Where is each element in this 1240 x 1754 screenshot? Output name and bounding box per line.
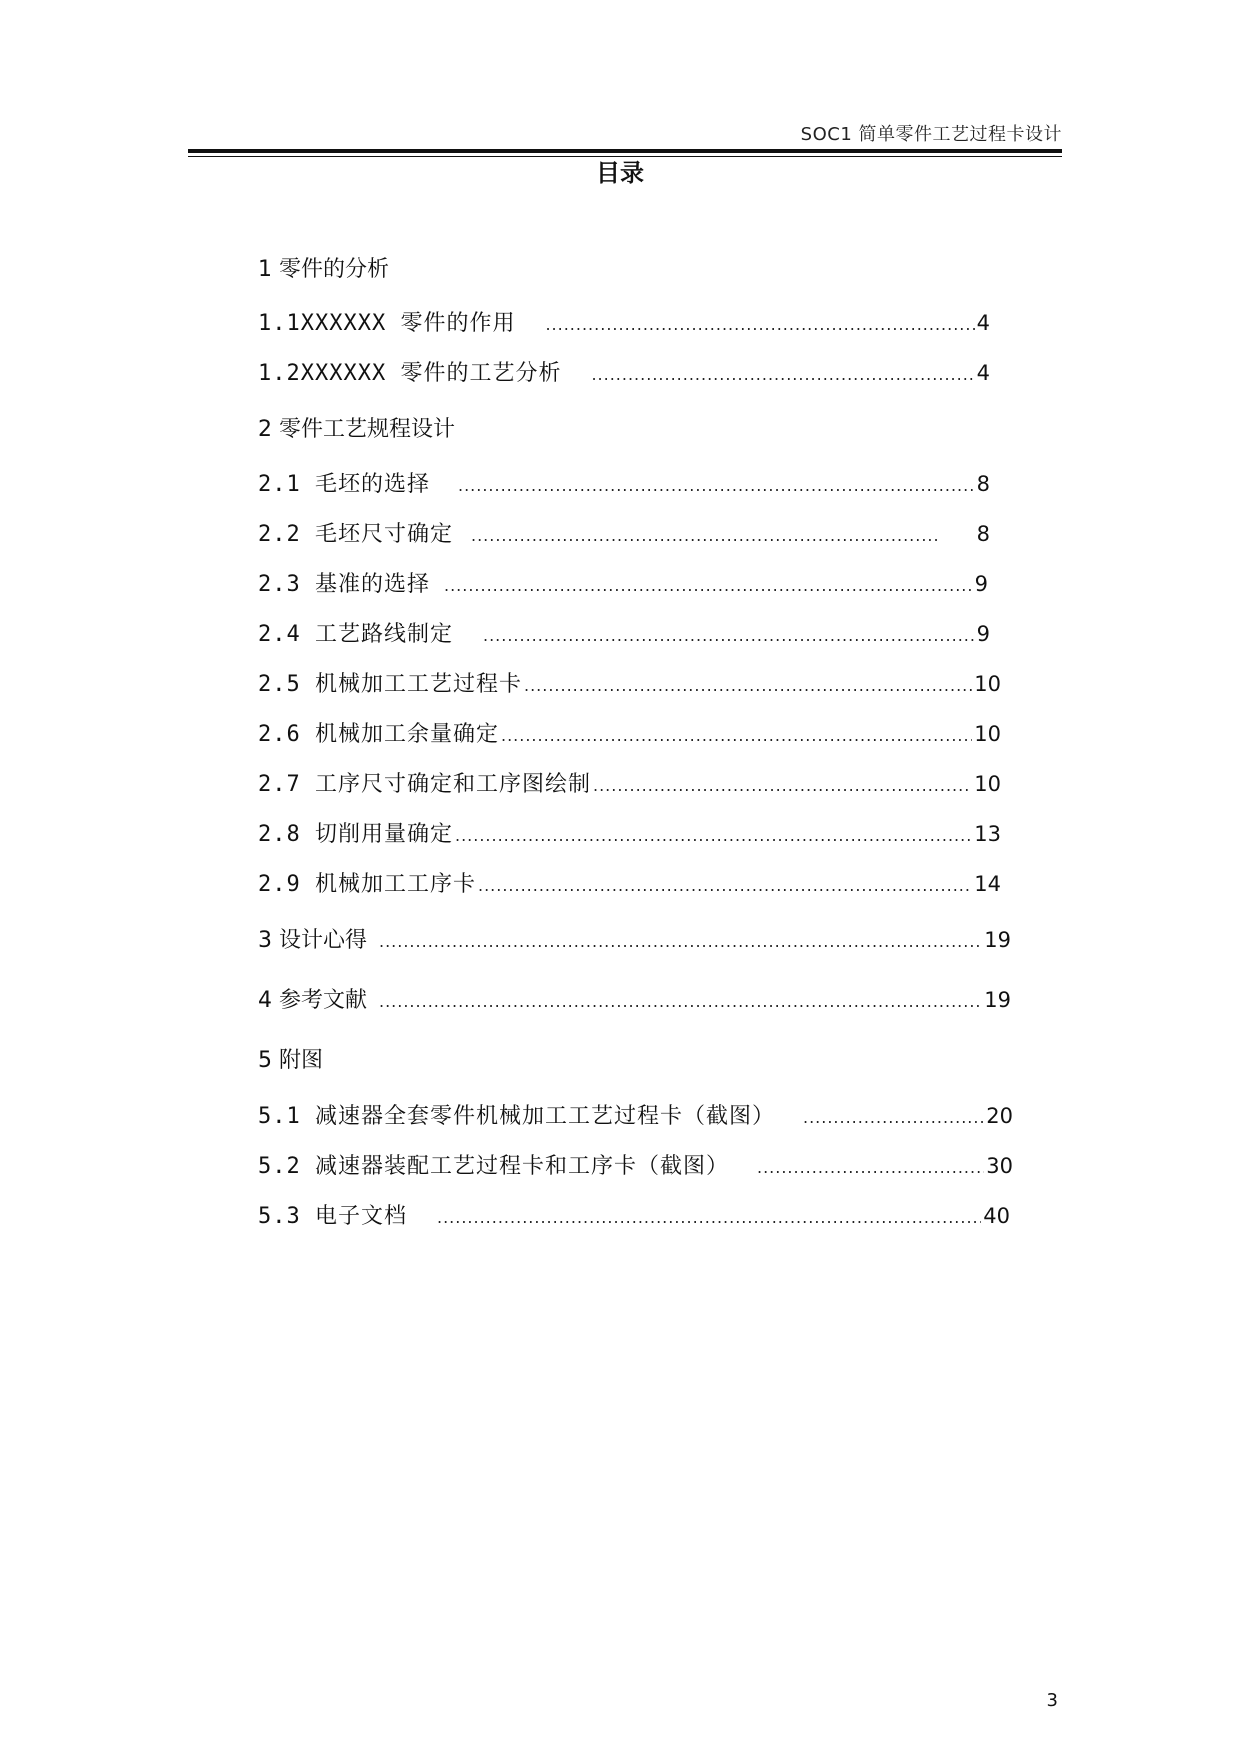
toc-entry-page: 10: [974, 672, 1001, 696]
toc-leader-dots: [458, 476, 975, 495]
toc-entry-label: 3 设计心得: [258, 928, 367, 953]
toc-leader-dots: [501, 726, 972, 745]
toc-entry-label: 2.1 毛坯的选择: [258, 472, 430, 497]
toc-entry: [258, 767, 1001, 798]
toc-entry-page: 4: [976, 311, 990, 335]
toc-entry: [258, 356, 990, 387]
toc-entry-page: 8: [976, 472, 990, 496]
toc-entry-label: 2.3 基准的选择: [258, 572, 430, 597]
toc-entry-page: 4: [976, 361, 990, 385]
toc-entry-page: 40: [983, 1204, 1010, 1228]
toc-leader-dots: [757, 1158, 984, 1177]
toc-entry-page: 10: [974, 772, 1001, 796]
toc-entry-label: 5.1 减速器全套零件机械加工工艺过程卡（截图）: [258, 1104, 775, 1129]
toc-entry: [258, 667, 1001, 698]
toc-entry-page: 30: [986, 1154, 1013, 1178]
toc-entry-page: 13: [974, 822, 1001, 846]
toc-entry-label: 5.3 电子文档: [258, 1204, 407, 1229]
toc-entry: [258, 983, 1011, 1014]
toc-entry-label: 2.2 毛坯尺寸确定: [258, 522, 453, 547]
toc-leader-dots: [803, 1108, 984, 1127]
toc-title: 目录: [596, 159, 644, 187]
toc-leader-dots: [444, 576, 973, 595]
toc-entry-label: 5.2 减速器装配工艺过程卡和工序卡（截图）: [258, 1154, 729, 1179]
toc-leader-dots: [379, 932, 982, 951]
toc-entry: [258, 567, 988, 598]
toc-entry: [258, 717, 1001, 748]
toc-section-entry: [258, 1043, 323, 1074]
toc-entry-page: 14: [974, 872, 1001, 896]
toc-entry: [258, 517, 990, 548]
toc-entry-page: 19: [984, 928, 1011, 952]
toc-entry-page: 19: [984, 988, 1011, 1012]
toc-entry-label: 2.7 工序尺寸确定和工序图绘制: [258, 772, 591, 797]
toc-entry: [258, 867, 1001, 898]
toc-entry: [258, 306, 990, 337]
toc-entry-page: 20: [986, 1104, 1013, 1128]
toc-entry-label: 1.2XXXXXX 零件的工艺分析: [258, 361, 562, 386]
toc-leader-dots: [455, 826, 972, 845]
toc-entry: [258, 467, 990, 498]
toc-leader-dots: [437, 1208, 981, 1227]
toc-section-entry: [258, 252, 389, 283]
toc-entry: [258, 1099, 1013, 1130]
running-header: SOC1 简单零件工艺过程卡设计: [800, 124, 1062, 145]
toc-entry-label: 5 附图: [258, 1048, 323, 1073]
toc-entry: [258, 817, 1001, 848]
toc-leader-dots: [591, 365, 974, 384]
toc-entry-page: 9: [976, 622, 990, 646]
toc-entry-label: 2 零件工艺规程设计: [258, 417, 455, 442]
toc-entry-label: 2.6 机械加工余量确定: [258, 722, 499, 747]
toc-entry-label: 1 零件的分析: [258, 257, 389, 282]
toc-entry-label: 2.9 机械加工工序卡: [258, 872, 476, 897]
toc-entry-label: 2.5 机械加工工艺过程卡: [258, 672, 522, 697]
toc-leader-dots: [478, 876, 972, 895]
toc-entry-page: 10: [974, 722, 1001, 746]
toc-leader-dots: [593, 776, 972, 795]
toc-section-entry: [258, 412, 455, 443]
toc-leader-dots: [379, 992, 982, 1011]
toc-entry: [258, 1199, 1010, 1230]
toc-entry-page: 9: [974, 572, 988, 596]
toc-entry-label: 2.8 切削用量确定: [258, 822, 453, 847]
toc-entry-label: 1.1XXXXXX 零件的作用: [258, 311, 516, 336]
toc-entry: [258, 617, 990, 648]
toc-entry: [258, 923, 1011, 954]
toc-leader-dots: [483, 626, 975, 645]
page-number: 3: [1046, 1690, 1058, 1711]
toc-leader-dots: [545, 315, 974, 334]
toc-entry: [258, 1149, 1013, 1180]
toc-leader-dots: [524, 676, 972, 695]
toc-entry-label: 4 参考文献: [258, 988, 367, 1013]
toc-entry-label: 2.4 工艺路线制定: [258, 622, 453, 647]
toc-leader-dots: [471, 526, 941, 545]
toc-entry-page: 8: [976, 522, 990, 546]
